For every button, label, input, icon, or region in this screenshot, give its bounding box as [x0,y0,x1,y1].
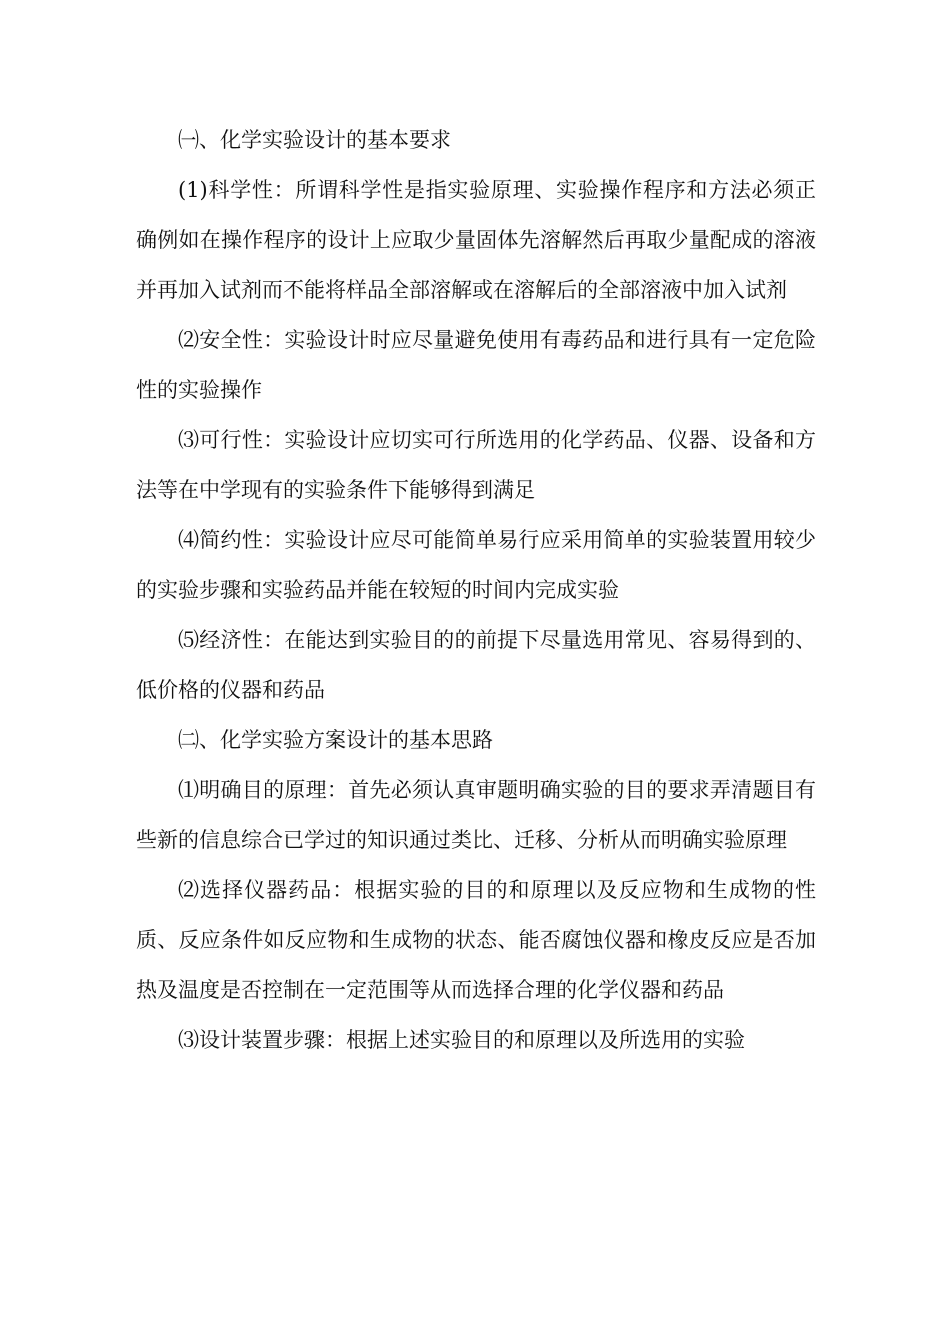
section-heading-1: ㈠、化学实验设计的基本要求 [178,128,451,152]
paragraph-economy: ⑸经济性：在能达到实验目的的前提下尽量选用常见、容易得到的、低价格的仪器和药品 [136,628,816,702]
document-body [136,115,816,1065]
paragraph-safety: ⑵安全性：实验设计时应尽量避免使用有毒药品和进行具有一定危险性的实验操作 [136,328,816,402]
paragraph-purpose-principle: ⑴明确目的原理：首先必须认真审题明确实验的目的要求弄清题目有些新的信息综合已学过的知识通过类比、迁移、分析从而明确实验原理 [136,778,816,852]
section-heading-2: ㈡、化学实验方案设计的基本思路 [178,728,493,752]
paragraph-feasibility: ⑶可行性：实验设计应切实可行所选用的化学药品、仪器、设备和方法等在中学现有的实验条件下能够得到满足 [136,428,816,502]
paragraph-design-steps: ⑶设计装置步骤：根据上述实验目的和原理以及所选用的实验 [178,1028,745,1052]
paragraph-select-instruments: ⑵选择仪器药品：根据实验的目的和原理以及反应物和生成物的性质、反应条件如反应物和生成物的状态、能否腐蚀仪器和橡皮反应是否加热及温度是否控制在一定范围等从而选择合理的化学仪器和药品 [136,878,816,1002]
paragraph-simplicity: ⑷简约性：实验设计应尽可能简单易行应采用简单的实验装置用较少的实验步骤和实验药品并能在较短的时间内完成实验 [136,528,816,602]
paragraph-scientific: (1)科学性：所谓科学性是指实验原理、实验操作程序和方法必须正确例如在操作程序的设计上应取少量固体先溶解然后再取少量配成的溶液并再加入试剂而不能将样品全部溶解或在溶解后的全部溶液中加入试剂 [136,178,816,302]
